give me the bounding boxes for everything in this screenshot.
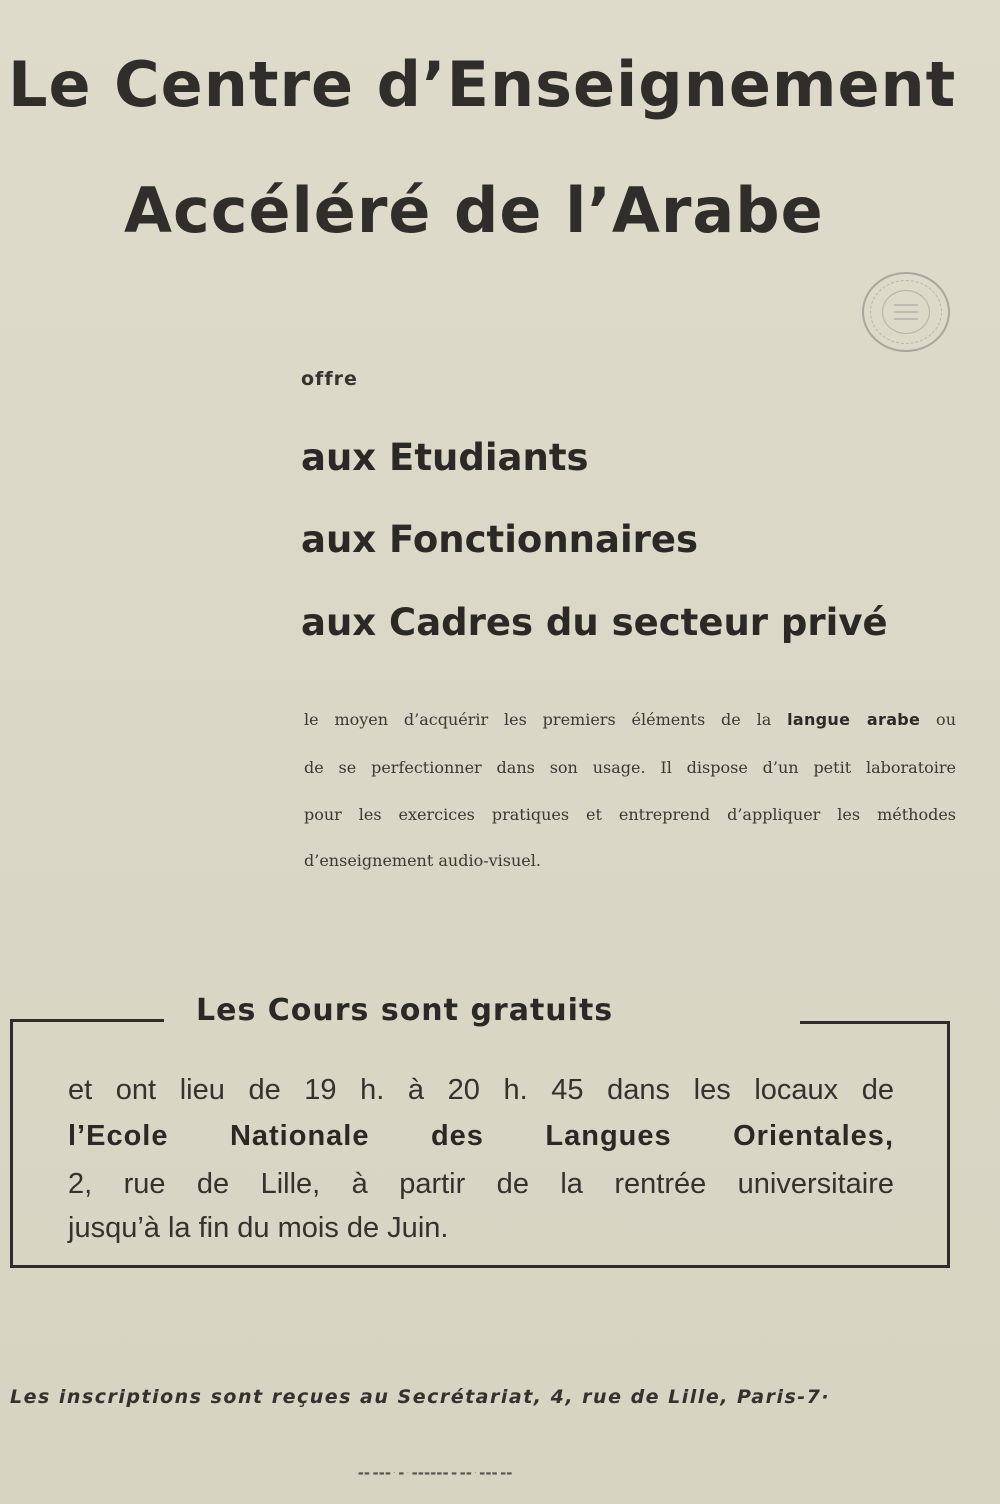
stamp-text-mark	[894, 304, 918, 306]
description-text: ou	[920, 710, 956, 729]
courses-heading: Les Cours sont gratuits	[196, 993, 614, 1028]
offre-label: offre	[301, 368, 358, 390]
box-top-border-right	[800, 1021, 950, 1024]
description-text: le moyen d’acquérir les premiers éléments de la	[304, 710, 788, 729]
courses-line-2: l’Ecole Nationale des Langues Orientales,	[68, 1120, 894, 1152]
courses-line-3: 2, rue de Lille, à partir de la rentrée universitaire	[68, 1168, 894, 1200]
registration-footer: Les inscriptions sont reçues au Secrétariat, 4, rue de Lille, Paris-7·	[10, 1386, 831, 1408]
stamp-text-mark	[894, 318, 918, 320]
library-stamp-icon	[862, 272, 950, 352]
box-top-border-left	[10, 1019, 164, 1022]
stamp-text-mark	[894, 311, 918, 313]
description-highlight: langue arabe	[787, 710, 921, 729]
title-line-1: Le Centre d’Enseignement	[8, 48, 957, 121]
description-line-1	[304, 710, 956, 729]
description-line-3: pour les exercices pratiques et entreprend d’appliquer les méthodes	[304, 805, 956, 824]
description-line-4: d’enseignement audio-visuel.	[304, 851, 541, 870]
audience-students: aux Etudiants	[301, 436, 589, 479]
printer-imprint: ▬▬ ▬▬▬ · ▬ · ▬▬▬▬▬▬ ▬ ▬▬ · ▬▬▬ ▬▬	[358, 1470, 513, 1477]
audience-private-sector: aux Cadres du secteur privé	[301, 601, 888, 644]
courses-line-1: et ont lieu de 19 h. à 20 h. 45 dans les locaux de	[68, 1074, 894, 1106]
description-line-2: de se perfectionner dans son usage. Il dispose d’un petit laboratoire	[304, 758, 956, 777]
audience-civil-servants: aux Fonctionnaires	[301, 518, 699, 561]
courses-line-4: jusqu’à la fin du mois de Juin.	[68, 1212, 449, 1244]
title-line-2: Accéléré de l’Arabe	[124, 174, 824, 247]
